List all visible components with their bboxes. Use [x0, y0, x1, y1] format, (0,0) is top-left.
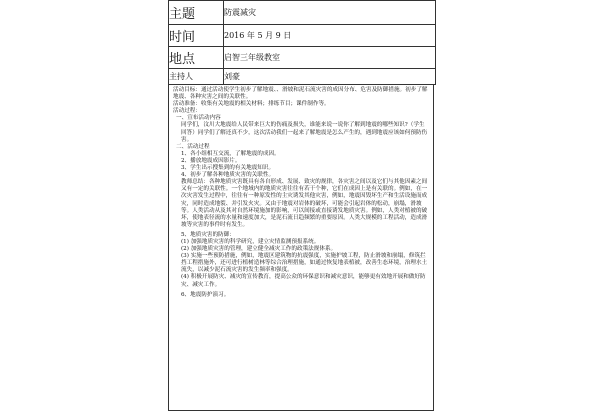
time-label: 时间: [169, 25, 224, 47]
place-value: 启智三年级教室: [224, 47, 436, 69]
topic-label: 主题: [169, 1, 224, 25]
header-row-time: [169, 25, 436, 47]
header-row-place: [169, 47, 436, 69]
place-label: 地点: [169, 47, 224, 69]
header-row-host: [169, 69, 436, 85]
time-value: 2016 年 5 月 9 日: [224, 25, 436, 47]
header-table: [168, 0, 436, 85]
host-label: 主持人: [169, 69, 224, 85]
defense-item-4: (4) 积极开展防灾、减灾的宣传教育，提高公众的环保意识和减灾意识，能够更有效地开展和做好防灾、减灾工作。: [181, 274, 426, 288]
defense-item-3: (3) 实施一些预防措施，例如，地震区建筑物的抗震强度，实施护坡工程，防止滑坡和崩塌，修筑拦挡工程措施外，还可进行植树造林等综合治理措施，如通过恢复地表植被，改善生态环境，治理水土流失，以减少泥石流灾害的发生频率和强度。: [181, 253, 428, 274]
defense-item-2: (2) 加强地质灾害的管理，建立健全减灾工作的政策法规体系。: [181, 246, 337, 253]
teacher-summary: 教师总结：各种地质灾害既具有各自形成、发展、致灾的规律，各灾害之间以及它们与其他因素之间又有一定的关联性。一个地域内的地质灾害往往有若干个种，它们在成因上是有关联的。例如，在一次灾害发生过程中，往往有一种原发性的主灾诱发其他灾害，例如，地震因毁坏生产和生活设施而成灾，同时造成地裂、并引发火灾。又由于地震对岩体的破坏，可能会引起岩体的松动，崩塌，滑坡等。人类活动从及其对自然环境施加的影响，可以间接或直接诱发地质灾害。例如，人类对植被的破坏，使地表径流的水量和速度加大，是泥石流日趋频繁的重要原因。人类大规模的工程活动，造成滑坡等灾害的事件时有发生。: [181, 179, 428, 228]
process-heading: 活动过程：: [173, 108, 201, 115]
defense-heading: 5、地质灾害的防御：: [181, 231, 235, 238]
host-value: 刘豪: [224, 69, 436, 85]
step-3: 3、学生出示搜集到的有关地震知识。: [181, 165, 275, 172]
step-2: 2、播放地震成因影片。: [181, 157, 241, 164]
step-4: 4、初步了解各种地质灾害的关联性。: [181, 172, 275, 179]
section-two-heading: 二、活动过程: [176, 143, 210, 150]
step-1: 1、各小组相互交流，了解地震的成因。: [181, 150, 280, 157]
section-one-heading: 一、宣布活动内容: [176, 115, 221, 122]
goal-text: 活动目标：通过活动使学生初步了解地震、、滑坡和泥石流灾害的成因分布、危害及防御措施。初步了解地震、各种灾害之间的关联性。: [173, 87, 428, 101]
intro-paragraph: 同学们，汶川大地震给人民带来巨大的伤痛及损失，谁能来说一说你了解到地震的哪些知识?（学生回答）同学们了解还真不少，这次活动我们一起来了解地震是怎么产生的，遇到地震应该如何预防伤害。: [181, 122, 428, 143]
prep-text: 活动准备：收集有关地震的相关材料；排练节目；课件制作等。: [173, 101, 330, 108]
header-row-topic: [169, 1, 436, 25]
topic-value: 防震减灾: [224, 1, 436, 25]
defense-item-1: (1) 加强地质灾害的科学研究，建立灾情监测预报系统。: [181, 238, 320, 245]
lesson-plan-sheet: [168, 0, 436, 400]
activity-content: [168, 85, 434, 411]
drill-heading: 6、地震防护演习。: [181, 291, 230, 298]
